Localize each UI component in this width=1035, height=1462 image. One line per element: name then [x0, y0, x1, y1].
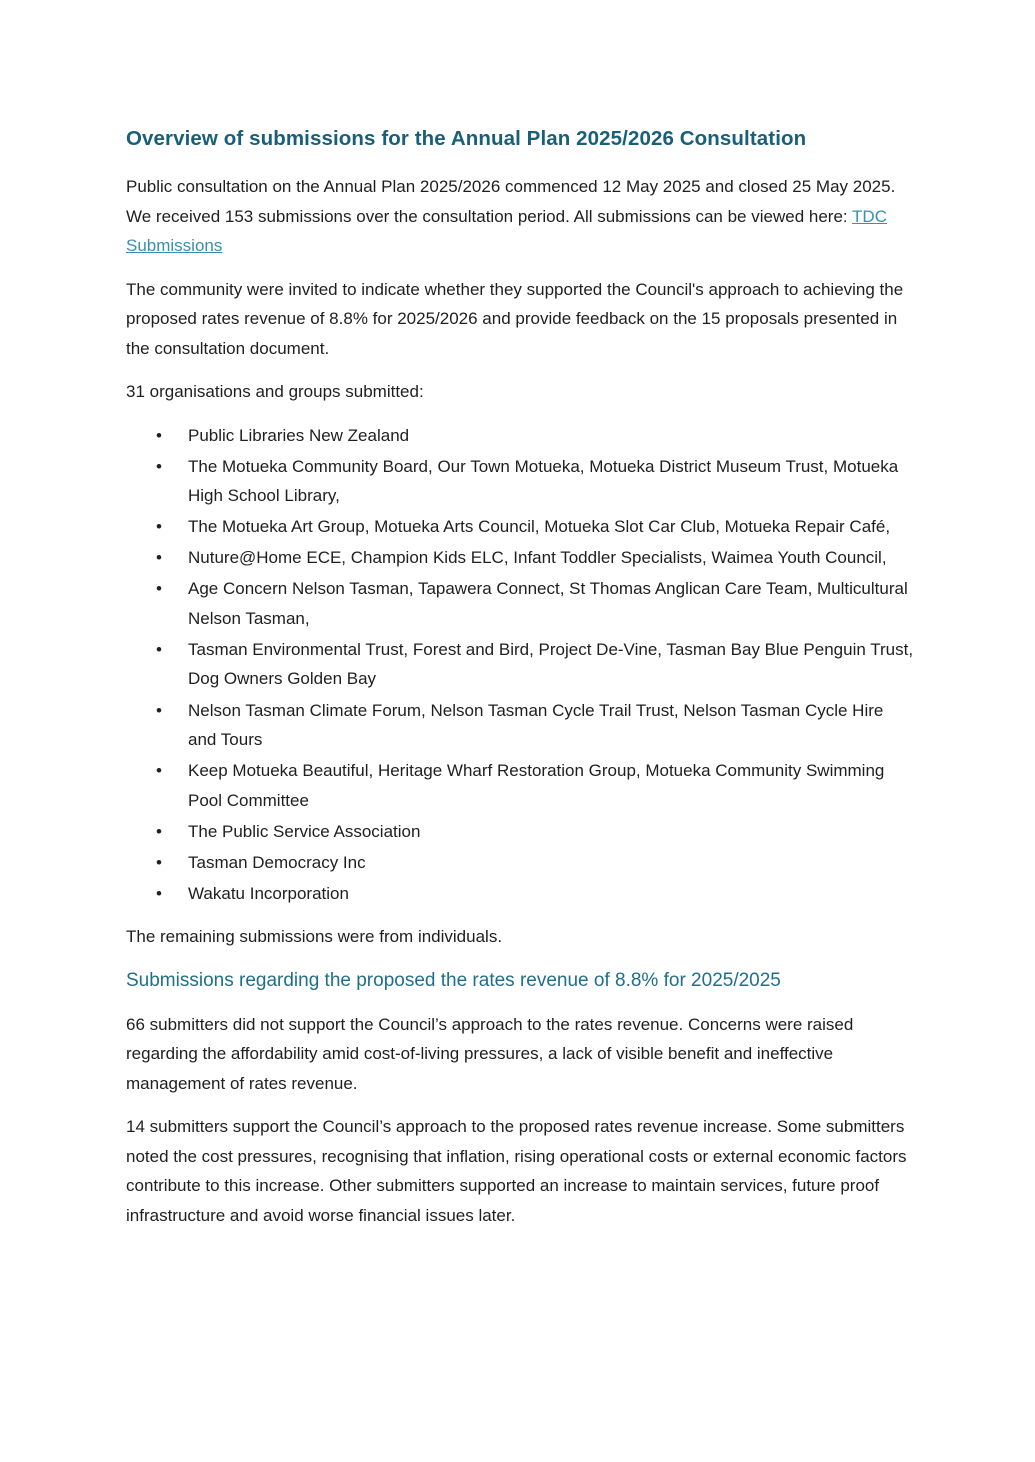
- bullet-icon: •: [156, 579, 162, 599]
- intro-paragraph: [126, 172, 916, 261]
- bullet-icon: •: [156, 883, 162, 903]
- list-item: • Public Libraries New Zealand: [126, 421, 916, 451]
- list-item: • Tasman Environmental Trust, Forest and Bird, Project De-Vine, Tasman Bay Blue Penguin Trust, Dog Owners Golden Bay: [126, 635, 916, 694]
- tdc-submissions-link[interactable]: TDC Submissions: [126, 206, 887, 255]
- bullet-icon: •: [156, 548, 162, 568]
- intro-text: Public consultation on the Annual Plan 2025/2026 commenced 12 May 2025 and closed 25 May 2025. We received 153 submissions over the consultation period. All submissions can be viewed here:: [126, 177, 896, 226]
- bullet-icon: •: [156, 425, 162, 445]
- rates-revenue-heading: Submissions regarding the proposed the rates revenue of 8.8% for 2025/2025: [126, 969, 781, 991]
- page-title: Overview of submissions for the Annual Plan 2025/2026 Consultation: [126, 127, 807, 150]
- bullet-icon: •: [156, 852, 162, 872]
- list-item: • Age Concern Nelson Tasman, Tapawera Connect, St Thomas Anglican Care Team, Multicultural Nelson Tasman,: [126, 574, 916, 633]
- list-item: • The Public Service Association: [126, 817, 916, 847]
- list-item: • Tasman Democracy Inc: [126, 848, 916, 878]
- bullet-icon: •: [156, 456, 162, 476]
- bullet-icon: •: [156, 700, 162, 720]
- bullet-icon: •: [156, 761, 162, 781]
- organisations-list: [126, 421, 916, 909]
- list-item: • Nuture@Home ECE, Champion Kids ELC, Infant Toddler Specialists, Waimea Youth Council,: [126, 543, 916, 573]
- list-item: • Nelson Tasman Climate Forum, Nelson Tasman Cycle Trail Trust, Nelson Tasman Cycle Hire and Tours: [126, 696, 916, 755]
- community-paragraph: The community were invited to indicate whether they supported the Council's approach to achieving the proposed rates revenue of 8.8% for 2025/2026 and provide feedback on the 15 proposals presented in the consultation document.: [126, 279, 904, 358]
- bullet-icon: •: [156, 517, 162, 537]
- list-item: • Keep Motueka Beautiful, Heritage Wharf Restoration Group, Motueka Community Swimming Pool Committee: [126, 756, 916, 815]
- organisations-intro: 31 organisations and groups submitted:: [126, 382, 424, 401]
- bullet-icon: •: [156, 821, 162, 841]
- remaining-submissions-paragraph: The remaining submissions were from individuals.: [126, 927, 503, 947]
- not-supported-paragraph: 66 submitters did not support the Council’s approach to the rates revenue. Concerns were raised regarding the affordability amid cost-of-living pressures, a lack of visible benefit and ineffective management of rates revenue.: [126, 1014, 854, 1093]
- document-page: [126, 124, 916, 1244]
- supported-paragraph: 14 submitters support the Council’s approach to the proposed rates revenue increase. Some submitters noted the cost pressures, recognising that inflation, rising operational costs or external economic factors contribute to this increase. Other submitters supported an increase to maintain services, future proof infrastructure and avoid worse financial issues later.: [126, 1117, 907, 1225]
- list-item: • The Motueka Community Board, Our Town Motueka, Motueka District Museum Trust, Motueka High School Library,: [126, 452, 916, 511]
- list-item: • The Motueka Art Group, Motueka Arts Council, Motueka Slot Car Club, Motueka Repair Café,: [126, 512, 916, 542]
- bullet-icon: •: [156, 639, 162, 659]
- list-item: • Wakatu Incorporation: [126, 879, 916, 909]
